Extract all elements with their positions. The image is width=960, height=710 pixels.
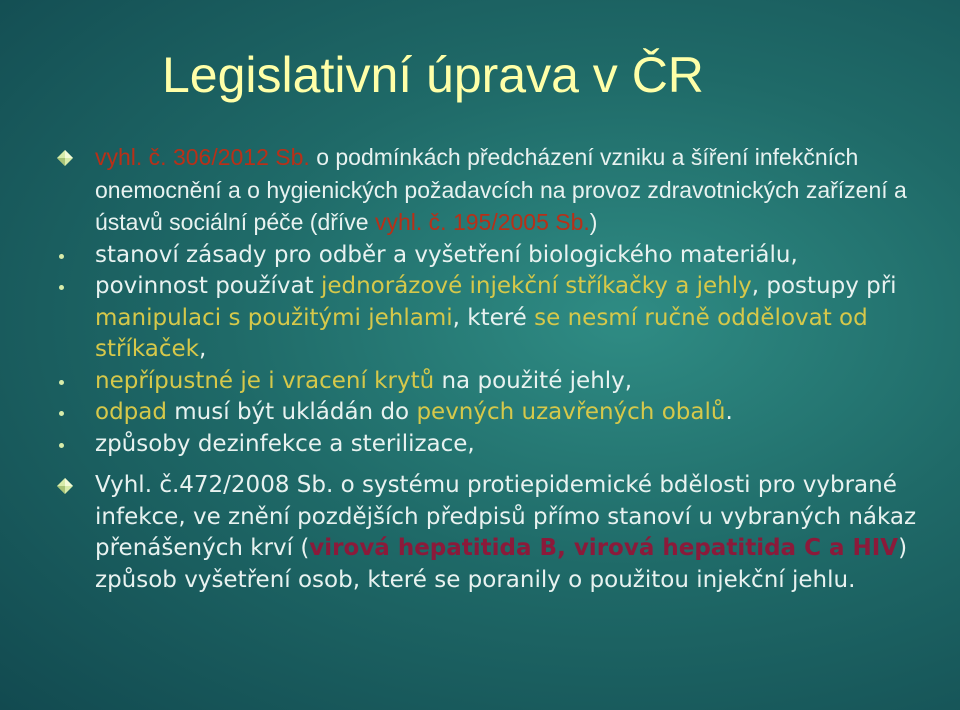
dot-bullet-icon	[59, 380, 64, 385]
dot-bullet-icon	[59, 443, 64, 448]
text-segment: odpad	[95, 399, 167, 425]
text-segment: pevných uzavřených obalů	[416, 399, 726, 425]
bullet-item	[60, 271, 940, 366]
bullet-item	[60, 470, 940, 596]
text-segment: vyhl. č. 195/2005 Sb.	[374, 209, 590, 235]
text-segment: musí být ukládán do	[166, 399, 417, 425]
text-segment: .	[725, 399, 733, 425]
text-segment: povinnost používat	[95, 273, 321, 299]
text-segment: vyhl. č. 306/2012 Sb.	[95, 144, 310, 170]
diamond-bullet-icon	[56, 477, 74, 495]
text-segment: ,	[198, 336, 207, 362]
slide-title: Legislativní úprava v ČR	[162, 47, 704, 103]
text-segment: , postupy při	[751, 273, 897, 299]
text-segment: se nesmí ručně oddělovat od stříkaček	[95, 304, 868, 362]
text-segment: Vyhl. č.472/2008 Sb. o systému protiepidemické bdělosti pro vybrané infekce, ve znění pozdějších předpisů přímo stanoví u vybraných nákaz přenášených krví (	[95, 472, 917, 561]
diamond-bullet-icon	[56, 149, 74, 167]
dot-bullet-icon	[59, 411, 64, 416]
text-segment: ) způsob vyšetření osob, které se poranily o použitou injekční jehlu.	[95, 535, 908, 593]
text-segment: stanoví zásady pro odběr a vyšetření biologického materiálu,	[95, 241, 798, 268]
bullet-item	[60, 397, 940, 429]
text-segment: na použité jehly,	[434, 367, 633, 394]
text-segment: )	[589, 209, 598, 235]
bullet-list	[60, 140, 940, 596]
bullet-item	[60, 142, 940, 240]
dot-bullet-icon	[59, 285, 64, 290]
text-segment: jednorázové injekční stříkačky a jehly	[320, 273, 752, 299]
bullet-item	[60, 366, 940, 398]
text-segment: , které	[452, 304, 535, 331]
text-segment: způsoby dezinfekce a sterilizace,	[95, 430, 475, 457]
text-segment: manipulaci s použitými jehlami	[95, 304, 453, 331]
bullet-item	[60, 240, 940, 272]
dot-bullet-icon	[59, 254, 64, 259]
text-segment: nepřípustné je i vracení krytů	[95, 367, 435, 394]
text-segment: virová hepatitida B, virová hepatitida C a HIV	[309, 535, 899, 561]
bullet-item	[60, 429, 940, 461]
text-segment: o podmínkách předcházení vzniku a šíření infekčních onemocnění a o hygienických požadavcích na provoz zdravotnických zařízení a ústavů sociální péče (dříve	[95, 144, 907, 235]
